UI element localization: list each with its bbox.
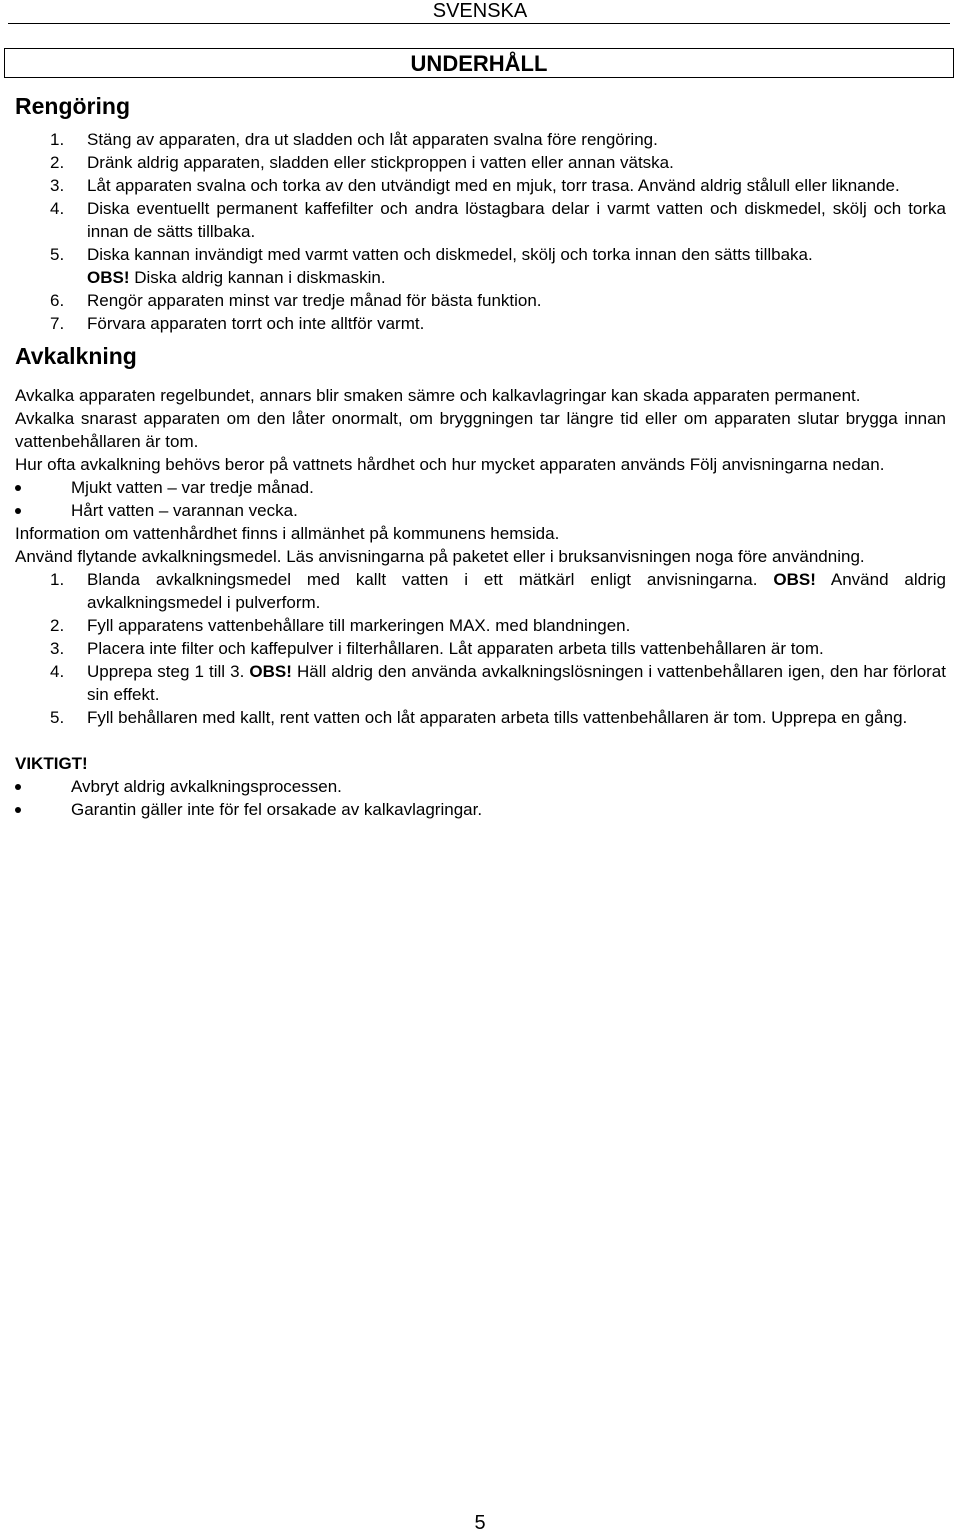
descaling-step-4: 4. Upprepa steg 1 till 3. OBS! Häll aldrig den använda avkalkningslösningen i vattenbehållaren igen, den har förlorat sin effekt. [50,662,946,704]
descaling-heading: Avkalkning [15,343,137,369]
bullet-icon [15,784,21,790]
list-item: Avbryt aldrig avkalkningsprocessen. [15,775,946,798]
bullet-icon [15,807,21,813]
cleaning-item-4: 4. Diska eventuellt permanent kaffefilter och andra löstagbara delar i varmt vatten och diskmedel, skölj och torka innan de sätts tillbaka. [50,199,946,241]
obs-label: OBS! [249,662,292,681]
obs-label: OBS! [773,570,816,589]
descaling-paragraph-1: Avkalka apparaten regelbundet, annars blir smaken sämre och kalkavlagringar kan skada apparaten permanent. [15,386,861,405]
descaling-paragraph-3: Hur ofta avkalkning behövs beror på vattnets hårdhet och hur mycket apparaten används Följ anvisningarna nedan. [15,455,885,474]
descaling-step-3: 3. Placera inte filter och kaffepulver i filterhållaren. Låt apparaten arbeta tills vattenbehållaren är tom. [50,639,824,658]
list-item: Mjukt vatten – var tredje månad. [15,476,946,499]
water-hardness-list [15,476,946,522]
cleaning-item-3: 3. Låt apparaten svalna och torka av den utvändigt med en mjuk, torr trasa. Använd aldrig stålull eller liknande. [50,176,900,195]
important-heading: VIKTIGT! [15,754,88,773]
page-number: 5 [474,1512,486,1534]
header-divider [8,23,950,24]
page-title: UNDERHÅLL [4,48,954,78]
cleaning-item-7: 7. Förvara apparaten torrt och inte alltför varmt. [50,314,425,333]
descaling-step-1: 1. Blanda avkalkningsmedel med kallt vatten i ett mätkärl enligt anvisningarna. OBS! Använd aldrig avkalkningsmedel i pulverform. [50,570,947,612]
document-body [15,88,946,821]
cleaning-item-2: 2. Dränk aldrig apparaten, sladden eller stickproppen i vatten eller annan vätska. [50,153,674,172]
descaling-paragraph-5: Använd flytande avkalkningsmedel. Läs anvisningarna på paketet eller i bruksanvisningen noga före användning. [15,547,865,566]
obs-label: OBS! [87,268,130,287]
cleaning-item-5: 5. Diska kannan invändigt med varmt vatten och diskmedel, skölj och torka innan den sätts tillbaka. OBS! Diska aldrig kannan i diskmaskin. [50,245,813,287]
descaling-step-2: 2. Fyll apparatens vattenbehållare till markeringen MAX. med blandningen. [50,616,631,635]
bullet-icon [15,485,21,491]
important-list [15,775,946,821]
descaling-step-5: 5. Fyll behållaren med kallt, rent vatten och låt apparaten arbeta tills vattenbehållaren är tom. Upprepa en gång. [50,708,908,727]
cleaning-item-1: 1. Stäng av apparaten, dra ut sladden och låt apparaten svalna före rengöring. [50,130,658,149]
cleaning-heading: Rengöring [15,93,130,119]
list-item: Hårt vatten – varannan vecka. [15,499,946,522]
cleaning-list [15,128,946,335]
cleaning-item-6: 6. Rengör apparaten minst var tredje månad för bästa funktion. [50,291,542,310]
list-item: Garantin gäller inte för fel orsakade av kalkavlagringar. [15,798,946,821]
descaling-paragraph-2: Avkalka snarast apparaten om den låter onormalt, om bryggningen tar längre tid eller om apparaten slutar brygga innan vattenbehållaren är tom. [15,409,946,451]
bullet-icon [15,508,21,514]
header-language: SVENSKA [432,0,528,22]
descaling-steps [15,568,946,729]
descaling-paragraph-4: Information om vattenhårdhet finns i allmänhet på kommunens hemsida. [15,524,560,543]
